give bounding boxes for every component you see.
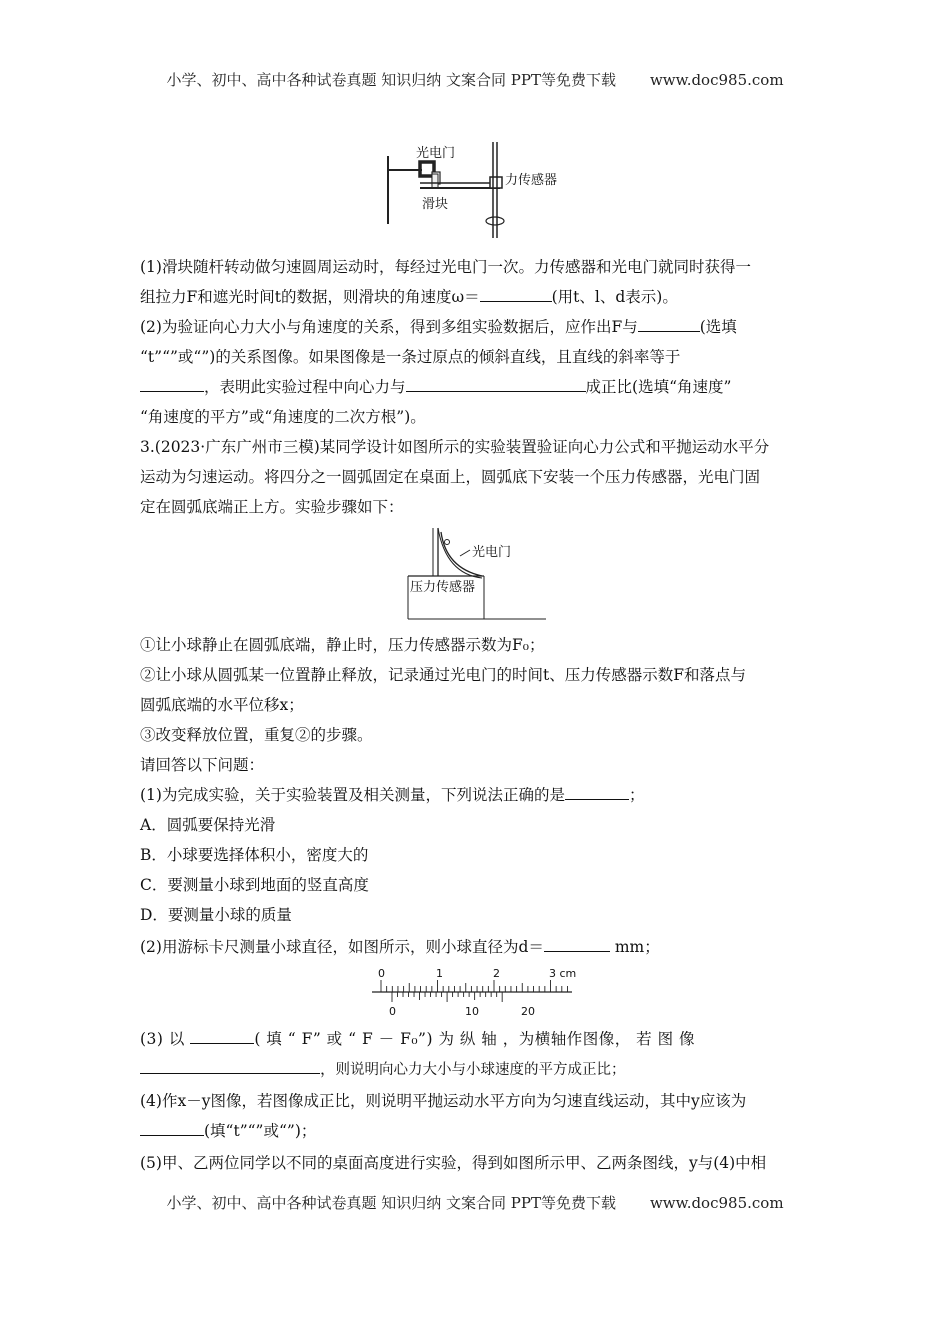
q2-line-5: ，表明此实验过程中向心力与 成正比(选填“角速度” <box>140 372 812 402</box>
label-gate-2: 光电门 <box>472 545 512 560</box>
sub-question-5: (5)甲、乙两位同学以不同的桌面高度进行实验，得到如图所示甲、乙两条图线，y与(4)中相 <box>140 1154 767 1172</box>
answer-blank-slope[interactable] <box>140 373 204 392</box>
answer-blank-diameter[interactable] <box>544 933 610 952</box>
label-gate: 光电门 <box>416 146 456 161</box>
step-3: ③改变释放位置，重复②的步骤。 <box>140 726 373 744</box>
sub-question-1: (1)为完成实验，关于实验装置及相关测量，下列说法正确的是 ； <box>140 780 812 810</box>
footer-text: 小学、初中、高中各种试卷真题 知识归纳 文案合同 PPT等免费下载 <box>166 1194 616 1212</box>
q3-intro-2: 运动为匀速运动。将四分之一圆弧固定在桌面上，圆弧底下安装一个压力传感器，光电门固 <box>140 468 761 486</box>
sub-question-3-line-1: (3) 以 ( 填 “ F” 或 “ F － F₀”) 为 纵 轴 ，为横轴作图像， 若 图 像 <box>140 1024 812 1054</box>
vernier-label-20: 20 <box>521 1005 535 1018</box>
option-a: A．圆弧要保持光滑 <box>140 816 276 834</box>
option-b: B．小球要选择体积小，密度大的 <box>140 846 369 864</box>
footer-site: www.doc985.com <box>649 1194 784 1212</box>
main-label-1: 1 <box>436 967 443 980</box>
main-label-3: 3 cm <box>549 967 577 980</box>
answer-blank-condition[interactable] <box>140 1055 320 1074</box>
q2-line-3: (2)为验证向心力大小与角速度的关系，得到多组实验数据后，应作出F与 (选填 <box>140 312 812 342</box>
answer-blank-proportional[interactable] <box>406 373 586 392</box>
vernier-label-0: 0 <box>389 1005 396 1018</box>
sub-question-2: (2)用游标卡尺测量小球直径，如图所示，则小球直径为d＝ mm； <box>140 932 812 962</box>
q3-intro-3: 定在圆弧底端正上方。实验步骤如下： <box>140 498 404 516</box>
main-label-0: 0 <box>378 967 385 980</box>
vernier-scale <box>392 992 502 1002</box>
main-scale <box>381 980 567 992</box>
header-text: 小学、初中、高中各种试卷真题 知识归纳 文案合同 PPT等免费下载 <box>166 71 616 89</box>
step-2a: ②让小球从圆弧某一位置静止释放，记录通过光电门的时间t、压力传感器示数F和落点与 <box>140 666 746 684</box>
sub-question-3-line-2: ，则说明向心力大小与小球速度的平方成正比； <box>140 1054 812 1085</box>
option-c: C．要测量小球到地面的竖直高度 <box>140 876 369 894</box>
answer-blank-vertical-axis[interactable] <box>190 1025 254 1044</box>
step-1: ①让小球静止在圆弧底端，静止时，压力传感器示数为F₀； <box>140 636 545 654</box>
answer-blank-variable[interactable] <box>638 313 700 332</box>
q2-line-2: 组拉力F和遮光时间t的数据，则滑块的角速度ω＝ (用t、l、d表示)。 <box>140 282 812 312</box>
step-2b: 圆弧底端的水平位移x； <box>140 696 304 714</box>
page-footer <box>0 1192 950 1213</box>
q2-line-4: “t”“”或“”)的关系图像。如果图像是一条过原点的倾斜直线，且直线的斜率等于 <box>140 348 681 366</box>
vernier-caliper <box>368 964 580 1024</box>
label-pressure-sensor: 压力传感器 <box>410 580 476 595</box>
main-label-2: 2 <box>493 967 500 980</box>
header-site: www.doc985.com <box>649 71 784 89</box>
page-header <box>0 69 950 90</box>
answer-blank-choice[interactable] <box>565 781 629 800</box>
answer-blank-y[interactable] <box>140 1117 204 1136</box>
sub-question-4-line-1: (4)作x－y图像，若图像成正比，则说明平抛运动水平方向为匀速直线运动，其中y应该为 <box>140 1092 747 1110</box>
ask-line: 请回答以下问题： <box>140 756 265 774</box>
answer-blank-omega[interactable] <box>480 283 552 302</box>
q3-intro-1: 3.(2023·广东广州市三模)某同学设计如图所示的实验装置验证向心力公式和平抛运动水平分 <box>140 438 770 456</box>
apparatus-figure-1 <box>380 138 580 248</box>
q2-line-1: (1)滑块随杆转动做匀速圆周运动时，每经过光电门一次。力传感器和光电门就同时获得一 <box>140 258 751 276</box>
vernier-label-10: 10 <box>465 1005 479 1018</box>
sub-question-4-line-2: (填“t”“”或“”)； <box>140 1116 812 1146</box>
q2-line-6: “角速度的平方”或“角速度的二次方根”)。 <box>140 408 426 426</box>
option-d: D．要测量小球的质量 <box>140 906 292 924</box>
label-force-sensor: 力传感器 <box>505 173 558 188</box>
apparatus-figure-2 <box>400 524 550 624</box>
label-block: 滑块 <box>422 197 449 212</box>
